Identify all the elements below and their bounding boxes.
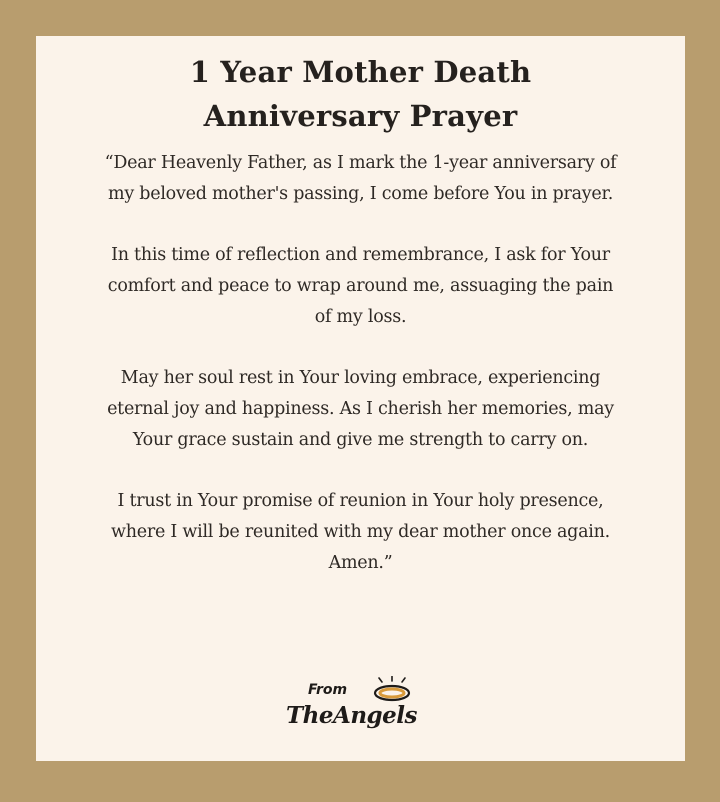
from-the-angels-logo — [286, 676, 436, 740]
prayer-body — [36, 148, 685, 579]
prayer-line: of my loss. — [314, 307, 407, 327]
prayer-line: “Dear Heavenly Father, as I mark the 1-year anniversary of — [104, 153, 617, 173]
prayer-paragraph-4 — [50, 486, 671, 579]
prayer-line: Amen.” — [328, 553, 393, 573]
title-line-2: Anniversary Prayer — [203, 99, 518, 133]
page-title — [36, 50, 685, 138]
prayer-line: I trust in Your promise of reunion in Your holy presence, — [117, 491, 604, 511]
title-line-1: 1 Year Mother Death — [189, 55, 532, 89]
prayer-paragraph-1 — [50, 148, 671, 210]
prayer-line: where I will be reunited with my dear mother once again. — [111, 522, 610, 542]
prayer-paragraph-3 — [50, 363, 671, 456]
prayer-line: May her soul rest in Your loving embrace, experiencing — [120, 368, 601, 388]
prayer-card — [36, 36, 685, 761]
logo-name-text: TheAngels — [286, 702, 417, 729]
prayer-line: Your grace sustain and give me strength to carry on. — [132, 430, 589, 450]
halo-icon — [368, 676, 418, 704]
prayer-paragraph-2 — [50, 240, 671, 333]
logo-from-text: From — [308, 682, 348, 698]
prayer-line: eternal joy and happiness. As I cherish her memories, may — [107, 399, 614, 419]
prayer-line: my beloved mother's passing, I come before You in prayer. — [107, 184, 614, 204]
prayer-line: In this time of reflection and remembrance, I ask for Your — [111, 245, 610, 265]
prayer-line: comfort and peace to wrap around me, assuaging the pain — [107, 276, 614, 296]
